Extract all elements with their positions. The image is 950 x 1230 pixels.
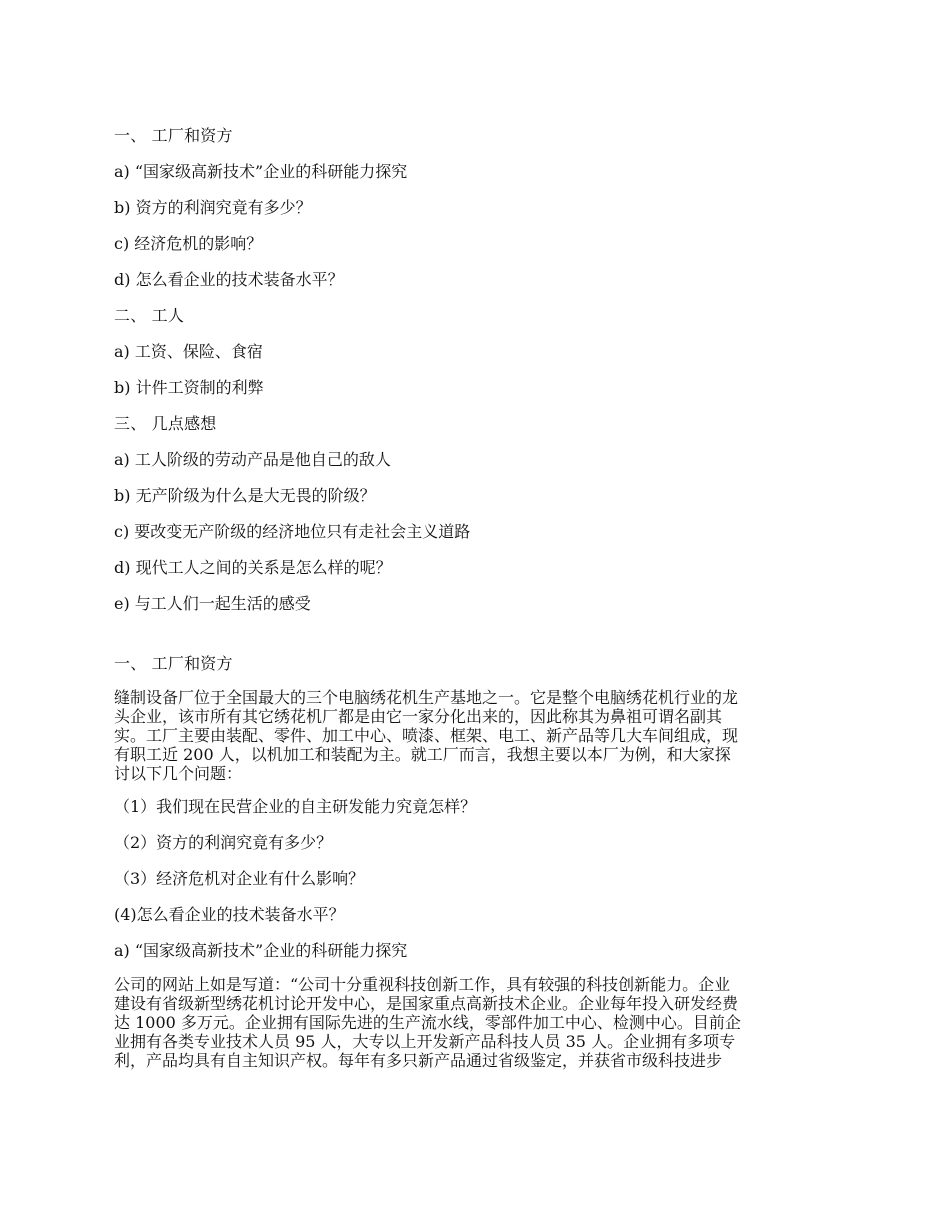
- outline-item: b) 计件工资制的利弊: [114, 378, 264, 397]
- paragraph-line: 头企业，该市所有其它绣花机厂都是由它一家分化出来的，因此称其为鼻祖可谓名副其: [114, 707, 723, 726]
- outline-item: c) 要改变无产阶级的经济地位只有走社会主义道路: [114, 522, 471, 541]
- outline-item: e) 与工人们一起生活的感受: [114, 594, 311, 613]
- outline-section-3-title: 三、 几点感想: [114, 414, 217, 433]
- outline-item: b) 资方的利润究竟有多少？: [114, 198, 312, 217]
- outline-section-2-title: 二、 工人: [114, 306, 185, 325]
- question-item: （2）资方的利润究竟有多少？: [114, 833, 333, 852]
- paragraph-line: 有职工近 200 人，以机加工和装配为主。就工厂而言，我想主要以本厂为例，和大家探: [114, 745, 731, 764]
- paragraph-line: 达 1000 多万元。企业拥有国际先进的生产流水线，零部件加工中心、检测中心。目前企: [114, 1013, 741, 1032]
- outline-item: b) 无产阶级为什么是大无畏的阶级？: [114, 486, 376, 505]
- outline-item: d) 怎么看企业的技术装备水平？: [114, 270, 344, 289]
- paragraph-line: 利，产品均具有自主知识产权。每年有多只新产品通过省级鉴定，并获省市级科技进步: [114, 1051, 723, 1070]
- question-item: (4)怎么看企业的技术装备水平？: [114, 905, 345, 924]
- paragraph-line: 业拥有各类专业技术人员 95 人，大专以上开发新产品科技人员 35 人。企业拥有多项专: [114, 1032, 736, 1051]
- outline-item: a) 工资、保险、食宿: [114, 342, 263, 361]
- question-item: （3）经济危机对企业有什么影响？: [114, 869, 365, 888]
- paragraph-line: 实。工厂主要由装配、零件、加工中心、喷漆、框架、电工、新产品等几大车间组成，现: [114, 726, 739, 745]
- paragraph-line: 建设有省级新型绣花机讨论开发中心，是国家重点高新技术企业。企业每年投入研发经费: [114, 994, 739, 1013]
- question-item: （1）我们现在民营企业的自主研发能力究竟怎样？: [114, 797, 477, 816]
- paragraph-line: 讨以下几个问题：: [114, 764, 243, 783]
- outline-item: c) 经济危机的影响？: [114, 234, 263, 253]
- outline-item: a) 工人阶级的劳动产品是他自己的敌人: [114, 450, 391, 469]
- intro-paragraph: [114, 688, 844, 783]
- section-spacer: [114, 628, 844, 652]
- website-quote-paragraph: [114, 975, 844, 1070]
- body-section-title: 一、 工厂和资方: [114, 654, 233, 673]
- outline-section-1-title: 一、 工厂和资方: [114, 126, 233, 145]
- outline-item: d) 现代工人之间的关系是怎么样的呢？: [114, 558, 392, 577]
- document-page: [114, 124, 844, 1082]
- paragraph-line: 缝制设备厂位于全国最大的三个电脑绣花机生产基地之一。它是整个电脑绣花机行业的龙: [114, 688, 739, 707]
- paragraph-line: 公司的网站上如是写道：“公司十分重视科技创新工作，具有较强的科技创新能力。企业: [114, 975, 731, 994]
- outline-item: a) “国家级高新技术”企业的科研能力探究: [114, 162, 408, 181]
- subsection-title: a) “国家级高新技术”企业的科研能力探究: [114, 941, 408, 960]
